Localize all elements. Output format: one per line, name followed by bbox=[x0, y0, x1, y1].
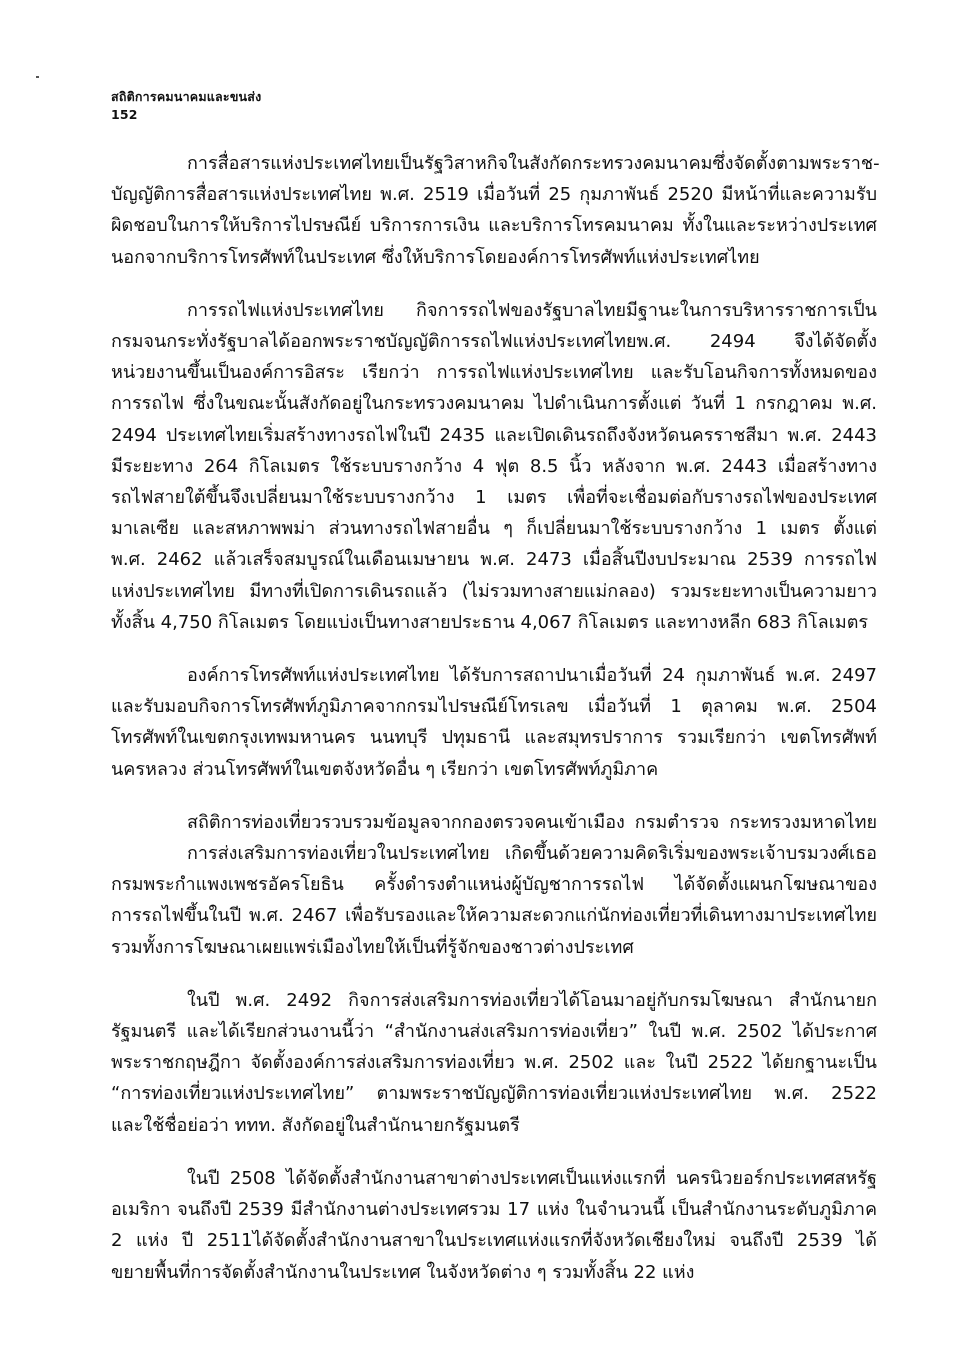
paragraph-railway bbox=[111, 295, 877, 638]
text-line: 2 แห่ง ปี 2511ได้จัดตั้งสำนักงานสาขาในประเทศแห่งแรกที่จังหวัดเชียงใหม่ จนถึงปี 2539 ได้ bbox=[111, 1230, 877, 1252]
text-line: นอกจากบริการโทรศัพท์ในประเทศ ซึ่งให้บริการโดยองค์การโทรศัพท์แห่งประเทศไทย bbox=[111, 246, 760, 268]
paragraph-tat-history bbox=[111, 985, 877, 1141]
text-line: โทรศัพท์ในเขตกรุงเทพมหานคร นนทบุรี ปทุมธานี และสมุทรปราการ รวมเรียกว่า เขตโทรศัพท์ bbox=[111, 727, 877, 749]
text-line: และรับมอบกิจการโทรศัพท์ภูมิภาคจากกรมไปรษณีย์โทรเลข เมื่อวันที่ 1 ตุลาคม พ.ศ. 2504 bbox=[111, 696, 877, 718]
text-line: การส่งเสริมการท่องเที่ยวในประเทศไทย เกิดขึ้นด้วยความคิดริเริ่มของพระเจ้าบรมวงศ์เธอ bbox=[187, 843, 877, 865]
text-line: นครหลวง ส่วนโทรศัพท์ในเขตจังหวัดอื่น ๆ เรียกว่า เขตโทรศัพท์ภูมิภาค bbox=[111, 758, 659, 780]
text-line: สถิติการท่องเที่ยวรวบรวมข้อมูลจากกองตรวจคนเข้าเมือง กรมตำรวจ กระทรวงมหาดไทย bbox=[187, 811, 877, 833]
text-line: การรถไฟขึ้นในปี พ.ศ. 2467 เพื่อรับรองและให้ความสะดวกแก่นักท่องเที่ยวที่เดินทางมาประเทศไทย bbox=[111, 905, 877, 927]
text-line: พ.ศ. 2462 แล้วเสร็จสมบูรณ์ในเดือนเมษายน พ.ศ. 2473 เมื่อสิ้นปีงบประมาณ 2539 การรถไฟ bbox=[111, 549, 877, 571]
text-line: การรถไฟแห่งประเทศไทย กิจการรถไฟของรัฐบาลไทยมีฐานะในการบริหารราชการเป็น bbox=[187, 299, 877, 321]
text-line: บัญญัติการสื่อสารแห่งประเทศไทย พ.ศ. 2519 เมื่อวันที่ 25 กุมภาพันธ์ 2520 มีหน้าที่และความรับ bbox=[111, 184, 877, 206]
text-line: รวมทั้งการโฆษณาเผยแพร่เมืองไทยให้เป็นที่รู้จักของชาวต่างประเทศ bbox=[111, 936, 634, 958]
paragraph-tot bbox=[111, 660, 877, 785]
running-header bbox=[111, 88, 261, 124]
body-text bbox=[111, 148, 880, 1310]
paragraph-cat bbox=[111, 148, 880, 273]
page-number: 152 bbox=[111, 107, 138, 122]
text-line: การรถไฟ ซึ่งในขณะนั้นสังกัดอยู่ในกระทรวงคมนาคม ไปดำเนินการตั้งแต่ วันที่ 1 กรกฎาคม พ.ศ. bbox=[111, 393, 877, 415]
text-line: หน่วยงานขึ้นเป็นองค์การอิสระ เรียกว่า การรถไฟแห่งประเทศไทย และรับโอนกิจการทั้งหมดของ bbox=[111, 362, 877, 384]
text-line: อเมริกา จนถึงปี 2539 มีสำนักงานต่างประเทศรวม 17 แห่ง ในจำนวนนี้ เป็นสำนักงานระดับภูมิภาค bbox=[111, 1199, 877, 1221]
text-line: พระราชกฤษฎีกา จัดตั้งองค์การส่งเสริมการท่องเที่ยว พ.ศ. 2502 และ ในปี 2522 ได้ยกฐานะเป็น bbox=[111, 1052, 877, 1074]
text-line: ขยายพื้นที่การจัดตั้งสำนักงานในประเทศ ในจังหวัดต่าง ๆ รวมทั้งสิ้น 22 แห่ง bbox=[111, 1261, 695, 1283]
text-line: กรมจนกระทั่งรัฐบาลได้ออกพระราชบัญญัติการรถไฟแห่งประเทศไทยพ.ศ. 2494 จึงได้จัดตั้ง bbox=[111, 331, 877, 353]
text-line: องค์การโทรศัพท์แห่งประเทศไทย ได้รับการสถาปนาเมื่อวันที่ 24 กุมภาพันธ์ พ.ศ. 2497 bbox=[187, 665, 877, 687]
text-line: และใช้ชื่อย่อว่า ททท. สังกัดอยู่ในสำนักนายกรัฐมนตรี bbox=[111, 1114, 520, 1136]
text-line: “การท่องเที่ยวแห่งประเทศไทย” ตามพระราชบัญญัติการท่องเที่ยวแห่งประเทศไทย พ.ศ. 2522 bbox=[111, 1083, 877, 1105]
paragraph-tat-offices bbox=[111, 1163, 877, 1288]
text-line: แห่งประเทศไทย มีทางที่เปิดการเดินรถแล้ว (ไม่รวมทางสายแม่กลอง) รวมระยะทางเป็นความยาว bbox=[111, 580, 877, 602]
text-line: รถไฟสายใต้ขึ้นจึงเปลี่ยนมาใช้ระบบรางกว้าง 1 เมตร เพื่อที่จะเชื่อมต่อกับรางรถไฟของประเทศ bbox=[111, 487, 877, 509]
text-line: การสื่อสารแห่งประเทศไทยเป็นรัฐวิสาหกิจในสังกัดกระทรวงคมนาคมซึ่งจัดตั้งตามพระราช- bbox=[187, 153, 880, 174]
paragraph-tourism-stats bbox=[111, 807, 877, 963]
text-line: กรมพระกำแพงเพชรอัครโยธิน ครั้งดำรงตำแหน่งผู้บัญชาการรถไฟ ได้จัดตั้งแผนกโฆษณาของ bbox=[111, 874, 877, 896]
text-line: 2494 ประเทศไทยเริ่มสร้างทางรถไฟในปี 2435 และเปิดเดินรถถึงจังหวัดนครราชสีมา พ.ศ. 2443 bbox=[111, 424, 877, 446]
text-line: รัฐมนตรี และได้เรียกส่วนงานนี้ว่า “สำนักงานส่งเสริมการท่องเที่ยว” ในปี พ.ศ. 2502 ได้ประกาศ bbox=[111, 1021, 877, 1043]
header-title: สถิติการคมนาคมและขนส่ง bbox=[111, 89, 262, 104]
text-line: ในปี พ.ศ. 2492 กิจการส่งเสริมการท่องเที่ยวได้โอนมาอยู่กับกรมโฆษณา สำนักนายก bbox=[187, 989, 877, 1011]
text-line: ทั้งสิ้น 4,750 กิโลเมตร โดยแบ่งเป็นทางสายประธาน 4,067 กิโลเมตร และทางหลีก 683 กิโลเมตร bbox=[111, 611, 869, 633]
text-line: ในปี 2508 ได้จัดตั้งสำนักงานสาขาต่างประเทศเป็นแห่งแรกที่ นครนิวยอร์กประเทศสหรัฐ bbox=[187, 1167, 877, 1189]
scan-speck bbox=[36, 76, 39, 78]
text-line: มีระยะทาง 264 กิโลเมตร ใช้ระบบรางกว้าง 4 ฟุต 8.5 นิ้ว หลังจาก พ.ศ. 2443 เมื่อสร้างทาง bbox=[111, 455, 877, 477]
text-line: มาเลเซีย และสหภาพพม่า ส่วนทางรถไฟสายอื่น ๆ ก็เปลี่ยนมาใช้ระบบรางกว้าง 1 เมตร ตั้งแต่ bbox=[111, 518, 877, 540]
text-line: ผิดชอบในการให้บริการไปรษณีย์ บริการการเงิน และบริการโทรคมนาคม ทั้งในและระหว่างประเทศ bbox=[111, 215, 877, 237]
